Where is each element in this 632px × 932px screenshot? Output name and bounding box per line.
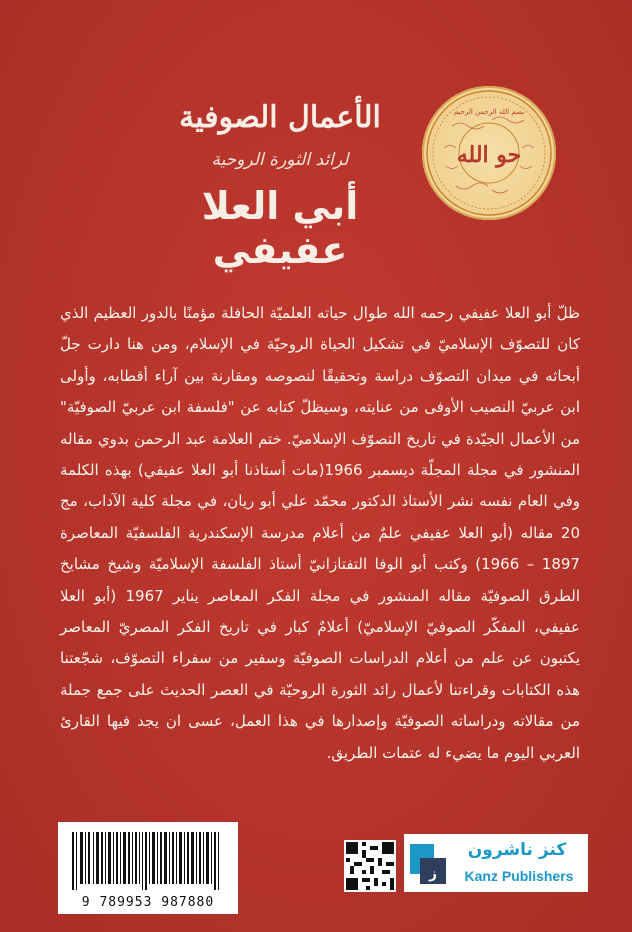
- qr-code: [344, 840, 396, 892]
- author-name: أبي العلا عفيفي: [201, 184, 359, 272]
- calligraphy-seal: [422, 86, 556, 220]
- seal-ornament-icon: [422, 86, 556, 220]
- publisher-logo: [404, 834, 588, 892]
- back-cover-blurb: ظلّ أبو العلا عفيفي رحمه الله طوال حياته العلميّة الحافلة مؤمنًا بالدور العظيم الذي كان للتصوّف الإسلاميّ في تشكيل الحياة الروحيّة في الإسلام، ومن هنا دارت جلّ أبحاثه في ميدان التصوّف دراسة وتحقيقًا لنصوصه ومقارنة بين آراء أقطابه، وأولى ابن عربيّ النصيب الأوفى من عنايته، وسيظلّ كتابه عن "فلسفة ابن عربيّ الصوفيّة" من الأعمال الجيّدة في تاريخ التصوّف الإسلاميّ. ختم العلامة عبد الرحمن بدوي مقاله المنشور في مجلة المجلّة ديسمبر 1966(مات أستاذنا أبو العلا عفيفي) بهذه الكلمة وفي العام نفسه نشر الأستاذ الدكتور محمّد علي أبو ريان، في مجلة كلية الآداب، مج 20 مقاله (أبو العلا عفيفي علمٌ من أعلام مدرسة الإسكندرية الفلسفيّة المعاصرة 1897 – 1966) وكتب أبو الوفا التفتازانيّ أستاذ الفلسفة الإسلاميّة وشيخ مشايخ الطرق الصوفيّة مقاله المنشور في مجلة الفكر المعاصر يناير 1967 (أبو العلا عفيفي، المفكّر الصوفيّ الإسلاميّ) أعلامٌ كبار في تاريخ الفكر المصريّ المعاصر يكتبون عن علم من أعلام الدراسات الصوفيّة وسفير من سفراء التصوّف، شجّعتنا هذه الكتابات وقراءتنا لأعمال رائد الثورة الروحيّة في العصر الحديث على جمع جملة من مقالاته ودراساته الصوفيّة وإصدارها في هذا العمل، عسى ان يجد فيها القارئ العربي اليوم ما يضيء له عتمات الطريق.: [60, 304, 580, 762]
- barcode-icon: [72, 832, 224, 890]
- publisher-name-english: Kanz Publishers: [464, 868, 574, 884]
- isbn-number: 9 789953 987880: [81, 895, 215, 910]
- seal-top-text: بسم الله الرحمن الرحيم: [453, 108, 525, 116]
- book-subtitle: لرائد الثورة الروحية: [211, 150, 349, 170]
- publisher-mark-icon: [410, 844, 448, 884]
- qr-code-icon: [346, 842, 394, 890]
- isbn-barcode: [58, 822, 238, 914]
- seal-center-text: حو الله: [456, 142, 522, 168]
- publisher-name-arabic: كنز ناشرون: [467, 840, 567, 860]
- svg-text:ز: ز: [428, 866, 438, 882]
- book-title: الأعمال الصوفية: [179, 100, 381, 135]
